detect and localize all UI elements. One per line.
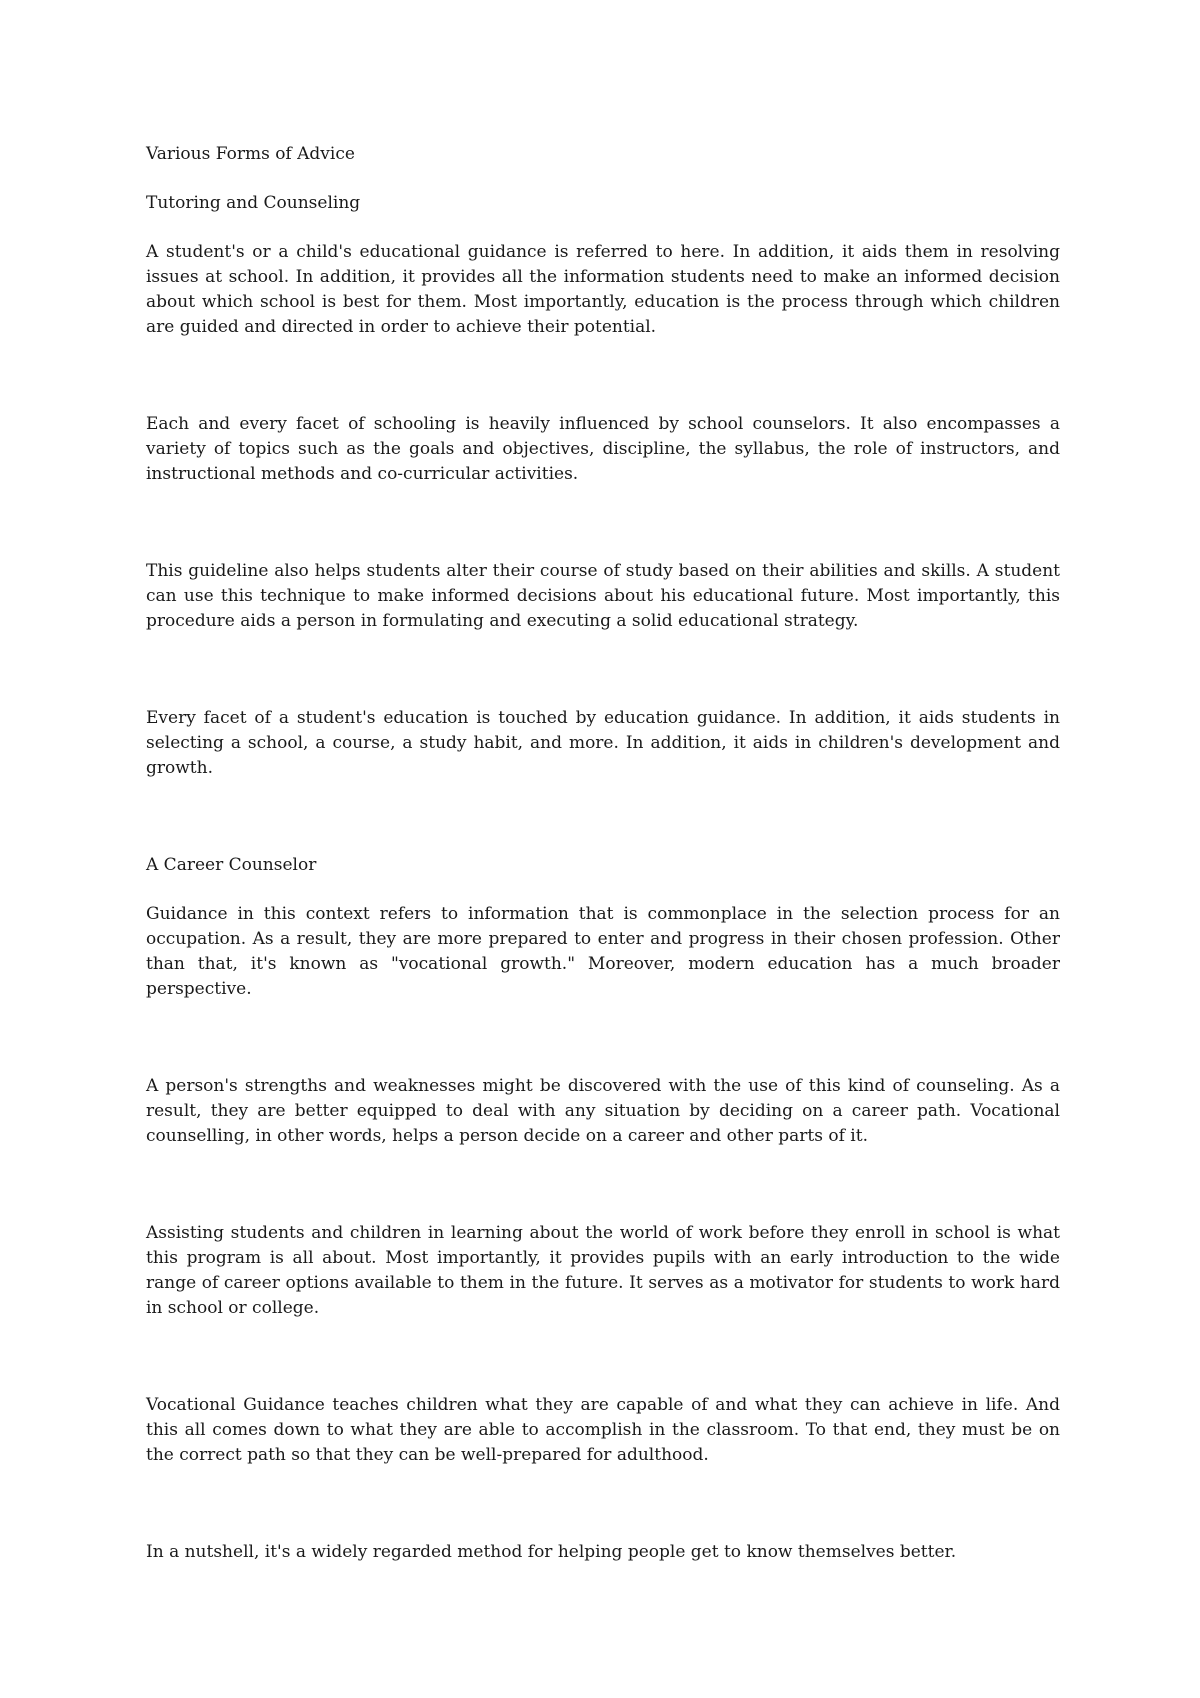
section-heading-career: A Career Counselor [146,855,317,875]
paragraph: A student's or a child's educational guidance is referred to here. In addition, it aids them in resolving issues at school. In addition, it provides all the information students need to make an informed decision about which school is best for them. Most importantly, education is the process through which children are guided and directed in order to achieve their potential. [146,242,1060,337]
paragraph: In a nutshell, it's a widely regarded method for helping people get to know themselves better. [146,1542,957,1562]
paragraph: Every facet of a student's education is touched by education guidance. In addition, it aids students in selecting a school, a course, a study habit, and more. In addition, it aids in children's development and growth. [146,708,1060,778]
paragraph: A person's strengths and weaknesses might be discovered with the use of this kind of counseling. As a result, they are better equipped to deal with any situation by deciding on a career path. Vocational counselling, in other words, helps a person decide on a career and other parts of it. [146,1076,1060,1146]
paragraph: Vocational Guidance teaches children what they are capable of and what they can achieve in life. And this all comes down to what they are able to accomplish in the classroom. To that end, they must be on the correct path so that they can be well-prepared for adulthood. [146,1395,1060,1465]
document-body [146,142,1060,1565]
document-title: Various Forms of Advice [146,144,355,164]
section-heading-tutoring: Tutoring and Counseling [146,193,361,213]
paragraph: Each and every facet of schooling is heavily influenced by school counselors. It also encompasses a variety of topics such as the goals and objectives, discipline, the syllabus, the role of instructors, and instructional methods and co-curricular activities. [146,414,1060,484]
paragraph: Assisting students and children in learning about the world of work before they enroll in school is what this program is all about. Most importantly, it provides pupils with an early introduction to the wide range of career options available to them in the future. It serves as a motivator for students to work hard in school or college. [146,1223,1060,1318]
paragraph: This guideline also helps students alter their course of study based on their abilities and skills. A student can use this technique to make informed decisions about his educational future. Most importantly, this procedure aids a person in formulating and executing a solid educational strategy. [146,561,1060,631]
paragraph: Guidance in this context refers to information that is commonplace in the selection process for an occupation. As a result, they are more prepared to enter and progress in their chosen profession. Other than that, it's known as "vocational growth." Moreover, modern education has a much broader perspective. [146,904,1060,999]
